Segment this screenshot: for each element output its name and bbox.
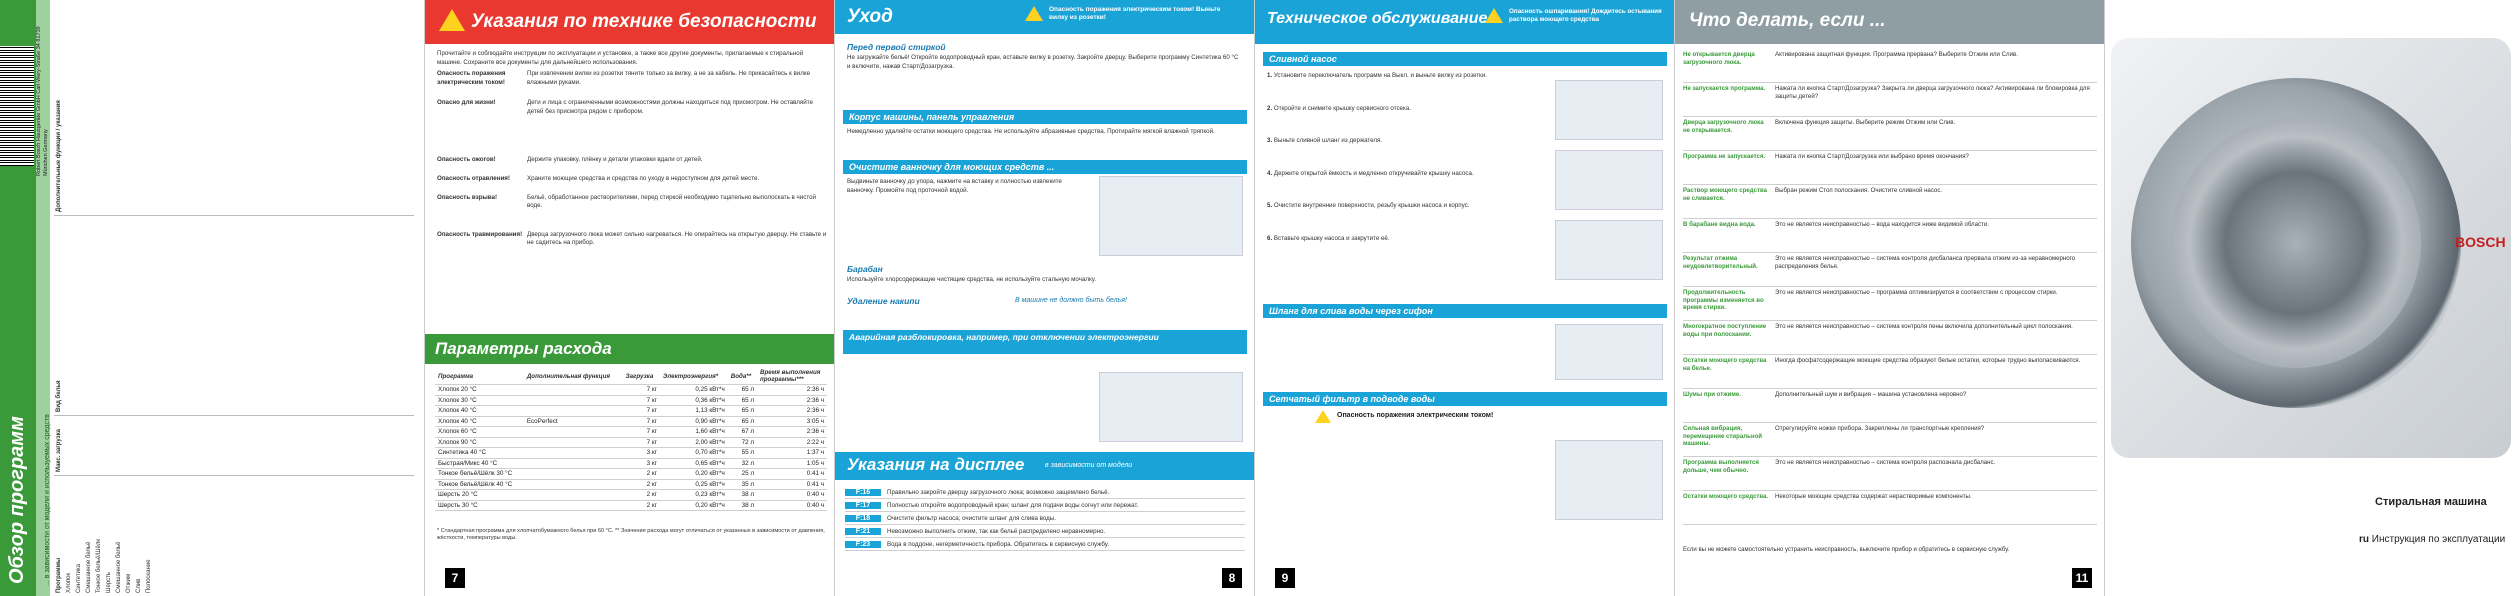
table-row: [435, 458, 827, 469]
table-cell: 7 кг: [623, 395, 660, 406]
table-cell: [524, 458, 623, 469]
display-code-text: Невозможно выполнить отжим, так как бельё распределено неравномерно.: [887, 527, 1106, 535]
table-cell: 3 кг: [623, 458, 660, 469]
table-cell: [524, 437, 623, 448]
warning-label: Опасность отравления!: [437, 174, 510, 182]
table-cell: 65 л: [728, 406, 757, 417]
troubleshooting-row: [1683, 390, 2097, 423]
table-cell: 2:36 ч: [757, 427, 827, 438]
drum-title: Барабан: [847, 264, 883, 274]
table-row: [435, 416, 827, 427]
troubleshooting-row: [1683, 322, 2097, 355]
safety-intro: Прочитайте и соблюдайте инструкции по эксплуатации и установке, а также все другие документы, прилагаемые к стиральной машине. Сохраните все документы для дальнейшего использования.: [437, 50, 804, 66]
table-cell: 0:41 ч: [757, 469, 827, 480]
table-cell: 1:37 ч: [757, 448, 827, 459]
pump-illustration-3: [1555, 220, 1663, 280]
troubleshooting-row: [1683, 50, 2097, 83]
care-panel: [835, 0, 1255, 596]
troubleshooting-header: [1675, 0, 2105, 44]
dispenser-illustration: [1099, 176, 1243, 256]
maintenance-step-text: Установите переключатель программ на Выкл. и выньте вилку из розетки.: [1273, 72, 1487, 79]
page-number: 7: [445, 568, 465, 588]
warning-text: Дверца загрузочного люка может сильно нагреваться. Не опирайтесь на открытую дверцу. Не ставьте и не садитесь на прибор.: [527, 230, 827, 247]
table-cell: Шерсть 20 °C: [435, 490, 524, 501]
warning-triangle-icon: [1315, 410, 1331, 423]
troubleshooting-title: Что делать, если ...: [1689, 10, 1886, 31]
table-cell: Тонкое бельё/Шёлк 40 °C: [435, 479, 524, 490]
manual-title: [2359, 534, 2505, 545]
table-cell: 0,65 кВт*ч: [660, 458, 728, 469]
troubleshooting-row: [1683, 118, 2097, 151]
maintenance-step-text: Очистите внутренние поверхности, резьбу крышки насоса и корпус.: [1273, 202, 1470, 210]
table-cell: Хлопок 20 °C: [435, 385, 524, 396]
problem-text: Продолжительность программы изменяется во время стирки.: [1683, 289, 1764, 312]
warning-item: [437, 194, 827, 211]
table-cell: 7 кг: [623, 416, 660, 427]
housing-title: Корпус машины, панель управления: [843, 110, 1247, 124]
solution-text: Выбран режим Стоп полоскания. Очистите сливной насос.: [1775, 187, 1943, 194]
table-cell: 55 л: [728, 448, 757, 459]
troubleshooting-row: [1683, 288, 2097, 321]
display-title: Указания на дисплее: [847, 455, 1025, 474]
manufacturer-address: Robert Bosch Hausgeräte GmbH Carl-Wery-Straße 34 81739 München Germany: [36, 26, 49, 176]
warning-text: При извлечении вилки из розетки тяните только за вилку, а не за кабель. Не прикасайтесь к вилке влажными руками.: [527, 70, 811, 86]
page-number: 11: [2072, 568, 2092, 588]
problem-text: Программа не запускается.: [1683, 153, 1766, 160]
table-cell: 67 л: [728, 427, 757, 438]
table-header-row: [435, 368, 827, 385]
first-wash-title: Перед первой стиркой: [847, 42, 946, 52]
table-row: [435, 427, 827, 438]
maintenance-title: Техническое обслуживание: [1267, 10, 1488, 27]
col-header: Вид белья: [56, 380, 62, 412]
maintenance-step-text: Выньте сливной шланг из держателя.: [1273, 137, 1383, 145]
table-row: [435, 490, 827, 501]
product-name: Стиральная машина: [2375, 496, 2487, 508]
table-cell: [524, 479, 623, 490]
troubleshooting-row: [1683, 424, 2097, 457]
problem-text: Раствор моющего средства не сливается.: [1683, 187, 1768, 202]
inlet-filter-warning: Опасность поражения электрическим током!: [1337, 412, 1494, 419]
warning-item: [437, 99, 827, 116]
table-cell: [524, 406, 623, 417]
solution-text: Нажата ли кнопка Старт/Дозагрузка или выбрано время окончания?: [1775, 153, 1969, 160]
safety-title: Указания по технике безопасности: [471, 11, 817, 32]
solution-text: Это не является неисправностью – программа оптимизируется в соответствии с процессом стирки.: [1775, 289, 2058, 296]
inlet-filter-illustration: [1555, 440, 1663, 520]
table-cell: 7 кг: [623, 406, 660, 417]
table-row: [435, 406, 827, 417]
emergency-release-illustration: [1099, 372, 1243, 442]
display-subtitle: в зависимости от модели: [1045, 462, 1133, 469]
maintenance-panel: [1255, 0, 1675, 596]
solution-text: Некоторые моющие средства содержат нерастворимые компоненты.: [1775, 493, 1972, 500]
table-cell: [524, 469, 623, 480]
program-name: Полоскание: [146, 559, 152, 593]
table-cell: 25 л: [728, 469, 757, 480]
table-cell: 1:05 ч: [757, 458, 827, 469]
machine-drum: [2171, 118, 2421, 368]
table-row: [435, 500, 827, 511]
drain-pump-steps: [1267, 72, 1527, 268]
table-cell: 2:36 ч: [757, 395, 827, 406]
table-header: Загрузка: [623, 368, 660, 385]
table-cell: 2 кг: [623, 469, 660, 480]
drain-hose-title: Шланг для слива воды через сифон: [1263, 304, 1667, 318]
drain-pump-title: Сливной насос: [1263, 52, 1667, 66]
display-code: F:23: [845, 541, 881, 548]
col-header: Программы: [56, 557, 62, 593]
drum-text: Используйте хлорсодержащие чистящие средства, не используйте стальную мочалку.: [847, 276, 1096, 283]
troubleshooting-row: [1683, 84, 2097, 117]
display-code-row: [845, 486, 1245, 499]
table-cell: 35 л: [728, 479, 757, 490]
maintenance-step: 5. Очистите внутренние поверхности, резьбу крышки насоса и корпус.: [1267, 202, 1470, 210]
maintenance-step: 2. Откройте и снимите крышку сервисного отсека.: [1267, 104, 1411, 112]
table-cell: 7 кг: [623, 385, 660, 396]
program-name: Хлопок: [66, 572, 72, 593]
dispenser-title: Очистите ванночку для моющих средств ...: [843, 160, 1247, 174]
safety-header: [425, 0, 835, 44]
problem-text: Сильная вибрация, перемещение стиральной машины.: [1683, 425, 1763, 448]
warning-text: Храните моющие средства и средства по уходу в недоступном для детей месте.: [527, 174, 760, 182]
solution-text: Нажата ли кнопка Старт/Дозагрузка? Закрыта ли дверца загрузочного люка? Активирована ли блокировка для защиты детей?: [1775, 85, 2090, 100]
descale-title: Удаление накипи: [847, 296, 920, 306]
display-code-row: [845, 512, 1245, 525]
table-row: [435, 469, 827, 480]
table-cell: 2 кг: [623, 500, 660, 511]
maintenance-header-warning: Опасность ошпаривания! Дождитесь остывания раствора моющего средства: [1509, 8, 1662, 23]
warning-label: Опасность травмирования!: [437, 230, 523, 238]
table-cell: Хлопок 40 °C: [435, 416, 524, 427]
maintenance-step: 3. Выньте сливной шланг из держателя.: [1267, 137, 1383, 145]
table-cell: 7 кг: [623, 437, 660, 448]
program-name: Смешанное бельё: [116, 541, 122, 593]
troubleshooting-row: [1683, 186, 2097, 219]
troubleshooting-row: [1683, 492, 2097, 525]
table-cell: [524, 395, 623, 406]
table-cell: 0,25 кВт*ч: [660, 385, 728, 396]
first-wash-text: Не загружайте бельё! Откройте водопроводный кран, вставьте вилку в розетку. Закройте дверцу. Выберите программу Синтетика 60 °C и включите, нажав Старт/Дозагрузка.: [847, 54, 1239, 70]
program-overview-subtitle: ... в зависимости от модели и используемых средств: [44, 414, 51, 586]
table-cell: Синтетика 40 °C: [435, 448, 524, 459]
table-cell: EcoPerfect: [524, 416, 623, 427]
table-cell: Быстрая/Микс 40 °C: [435, 458, 524, 469]
problem-text: Дверца загрузочного люка не открывается.: [1683, 119, 1764, 134]
table-row: [435, 395, 827, 406]
extra-functions-col: [54, 0, 414, 216]
warning-text: Дети и лица с ограниченными возможностями должны находиться под присмотром. Не оставляйте детей без присмотра рядом с прибором.: [527, 99, 813, 115]
consumption-header: Параметры расхода: [425, 334, 835, 364]
warning-item: [437, 175, 827, 184]
display-code-row: [845, 538, 1245, 551]
table-cell: 38 л: [728, 500, 757, 511]
problem-text: Многократное поступление воды при полоскании.: [1683, 323, 1767, 338]
table-cell: 1,13 кВт*ч: [660, 406, 728, 417]
problem-text: Результат отжима неудовлетворительный.: [1683, 255, 1758, 270]
warning-label: Опасность взрыва!: [437, 193, 498, 201]
table-cell: 0:41 ч: [757, 479, 827, 490]
warning-label: Опасность ожогов!: [437, 156, 496, 164]
solution-text: Активирована защитная функция. Программа прервана? Выберите Отжим или Слив.: [1775, 51, 2018, 58]
display-code-row: [845, 525, 1245, 538]
solution-text: Дополнительный шум и вибрация – машина установлена неровно?: [1775, 391, 1967, 398]
table-cell: 0,90 кВт*ч: [660, 416, 728, 427]
display-header: [835, 452, 1255, 480]
descale-sub: В машине не должно быть белья!: [1015, 297, 1127, 304]
table-cell: 7 кг: [623, 427, 660, 438]
program-name: Синтетика: [76, 563, 82, 593]
table-cell: 2,00 кВт*ч: [660, 437, 728, 448]
program-name: Отжим: [126, 573, 132, 593]
safety-panel: [425, 0, 835, 596]
solution-text: Включена функция защиты. Выберите режим Отжим или Слив.: [1775, 119, 1956, 126]
solution-text: Это не является неисправностью – система контроля дисбаланса прервала отжим из-за неравномерного распределения белья.: [1775, 255, 2076, 270]
troubleshooting-footer: Если вы не можете самостоятельно устранить неисправность, выключите прибор и обратитесь в сервисную службу.: [1683, 547, 2010, 553]
troubleshooting-panel: [1675, 0, 2105, 596]
table-cell: 1,60 кВт*ч: [660, 427, 728, 438]
table-cell: 2:36 ч: [757, 385, 827, 396]
table-cell: 0,20 кВт*ч: [660, 500, 728, 511]
care-title: Уход: [847, 6, 893, 27]
table-cell: 72 л: [728, 437, 757, 448]
display-code-text: Правильно закройте дверцу загрузочного люка; возможно защемлено бельё.: [887, 488, 1110, 496]
washing-machine-image: [2111, 38, 2511, 458]
table-cell: [524, 490, 623, 501]
maintenance-step: 6. Вставьте крышку насоса и закрутите её.: [1267, 234, 1390, 242]
table-cell: [524, 500, 623, 511]
table-cell: 2 кг: [623, 490, 660, 501]
display-code-text: Очистите фильтр насоса; очистите шланг для слива воды.: [887, 514, 1056, 522]
page-number: 8: [1222, 568, 1242, 588]
display-code-text: Вода в поддоне, негерметичность прибора. Обратитесь в сервисную службу.: [887, 540, 1109, 548]
solution-text: Это не является неисправностью – вода находится ниже видимой области.: [1775, 221, 1989, 228]
col-header: Дополнительные функции / указания: [56, 100, 62, 212]
table-cell: 2:22 ч: [757, 437, 827, 448]
warning-text: Бельё, обработанное растворителями, перед стиркой необходимо тщательно выполоскать в чистой воде.: [527, 193, 816, 210]
maintenance-step-text: Вставьте крышку насоса и закрутите её.: [1273, 234, 1390, 242]
table-header: Дополнительная функция: [524, 368, 623, 385]
table-cell: 0:40 ч: [757, 500, 827, 511]
table-cell: Хлопок 90 °C: [435, 437, 524, 448]
language-code: ru: [2359, 534, 2369, 545]
dispenser-text: Выдвиньте ванночку до упора, нажмите на вставку и полностью извлеките ванночку. Промойте под проточной водой.: [847, 178, 1062, 194]
troubleshooting-row: [1683, 356, 2097, 389]
table-cell: 0,20 кВт*ч: [660, 469, 728, 480]
safety-warnings: [437, 70, 827, 248]
display-code: F:18: [845, 515, 881, 522]
display-code-row: [845, 499, 1245, 512]
table-cell: Хлопок 40 °C: [435, 406, 524, 417]
table-cell: 65 л: [728, 395, 757, 406]
table-cell: 0,23 кВт*ч: [660, 490, 728, 501]
program-name: Смешанное бельё: [86, 541, 92, 593]
display-code-text: Полностью откройте водопроводный кран; шланг для подачи воды согнут или пережат.: [887, 501, 1139, 509]
care-header-warning: Опасность поражения электрическим током! Выньте вилку из розетки!: [1049, 6, 1221, 21]
maintenance-step: 1. Установите переключатель программ на Выкл. и выньте вилку из розетки.: [1267, 72, 1487, 79]
problem-text: Не запускается программа.: [1683, 85, 1766, 92]
col-header: Макс. загрузка: [56, 429, 62, 472]
table-cell: 0:40 ч: [757, 490, 827, 501]
problem-text: Шумы при отжиме.: [1683, 391, 1741, 398]
problem-text: Остатки моющего средства на белье.: [1683, 357, 1767, 372]
cover-panel: [2105, 0, 2520, 596]
consumption-footnotes: * Стандартная программа для хлопчатобумажного белья при 60 °C. ** Значения расхода могут отличаться от указанных в зависимости от давления, жёсткости, температуры воды.: [437, 528, 825, 542]
warning-label: Опасность поражения электрическим током!: [437, 70, 506, 86]
consumption-table: [435, 368, 827, 511]
program-table: [54, 0, 414, 596]
table-row: [435, 437, 827, 448]
warning-item: [437, 156, 827, 165]
table-cell: 0,25 кВт*ч: [660, 479, 728, 490]
table-cell: 38 л: [728, 490, 757, 501]
solution-text: Это не является неисправностью – система контроля пены включила дополнительный цикл полоскания.: [1775, 323, 2073, 330]
maintenance-step-text: Откройте и снимите крышку сервисного отсека.: [1273, 104, 1411, 112]
display-codes-list: [845, 486, 1245, 551]
manual-title-text: Инструкция по эксплуатации: [2371, 534, 2506, 545]
table-row: [435, 479, 827, 490]
table-cell: 2 кг: [623, 479, 660, 490]
care-header: [835, 0, 1255, 34]
table-cell: 0,36 кВт*ч: [660, 395, 728, 406]
table-cell: Шерсть 30 °C: [435, 500, 524, 511]
program-overview-panel: [0, 0, 425, 596]
inlet-filter-title: Сетчатый фильтр в подводе воды: [1263, 392, 1667, 406]
troubleshooting-row: [1683, 152, 2097, 185]
pump-illustration-2: [1555, 150, 1663, 210]
solution-text: Иногда фосфатсодержащие моющие средства образуют белые остатки, которые трудно выполаскиваются.: [1775, 357, 2081, 364]
table-cell: [524, 427, 623, 438]
table-cell: Хлопок 60 °C: [435, 427, 524, 438]
display-code: F:16: [845, 489, 881, 496]
warning-item: [437, 70, 827, 87]
program-name: Тонкое бельё/Шёлк: [96, 539, 102, 593]
bosch-logo: BOSCH: [2455, 234, 2506, 250]
housing-text: Немедленно удаляйте остатки моющего средства. Не используйте абразивные средства. Протирайте мягкой влажной тряпкой.: [847, 128, 1215, 135]
table-cell: Тонкое бельё/Шёлк 30 °C: [435, 469, 524, 480]
troubleshooting-row: [1683, 254, 2097, 287]
table-row: [435, 385, 827, 396]
table-header: Время выполнения программы***: [757, 368, 827, 385]
program-col: [54, 476, 414, 596]
troubleshooting-row: [1683, 220, 2097, 253]
warning-triangle-icon: [1025, 6, 1043, 21]
load-col: [54, 416, 414, 476]
table-cell: 65 л: [728, 385, 757, 396]
table-cell: [524, 385, 623, 396]
program-name: Шерсть: [106, 571, 112, 593]
page-number: 9: [1275, 568, 1295, 588]
problem-text: Программа выполняется дольше, чем обычно.: [1683, 459, 1759, 474]
table-cell: 2:36 ч: [757, 406, 827, 417]
maintenance-step-text: Держите открытой ёмкость и медленно откручивайте крышку насоса.: [1273, 169, 1474, 177]
maintenance-step: 4. Держите открытой ёмкость и медленно откручивайте крышку насоса.: [1267, 169, 1474, 177]
problem-text: Остатки моющего средства.: [1683, 493, 1769, 500]
emergency-release-title: Аварийная разблокировка, например, при отключении электроэнергии: [843, 330, 1247, 354]
warning-label: Опасно для жизни!: [437, 99, 496, 107]
table-cell: 32 л: [728, 458, 757, 469]
table-cell: 0,70 кВт*ч: [660, 448, 728, 459]
table-header: Электроэнергия*: [660, 368, 728, 385]
table-cell: 3 кг: [623, 448, 660, 459]
table-header: Вода**: [728, 368, 757, 385]
program-overview-rotated: [0, 0, 425, 596]
warning-triangle-icon: [439, 9, 465, 31]
table-cell: [524, 448, 623, 459]
solution-text: Это не является неисправностью – система контроля распознала дисбаланс.: [1775, 459, 1996, 466]
troubleshooting-row: [1683, 458, 2097, 491]
barcode: [0, 46, 34, 166]
warning-text: Держите упаковку, плёнку и детали упаковки вдали от детей.: [527, 156, 703, 164]
laundry-type-col: [54, 216, 414, 416]
maintenance-header: [1255, 0, 1675, 44]
table-row: [435, 448, 827, 459]
table-cell: 65 л: [728, 416, 757, 427]
table-cell: 3:05 ч: [757, 416, 827, 427]
hose-illustration: [1555, 324, 1663, 380]
display-code: F:17: [845, 502, 881, 509]
pump-illustration-1: [1555, 80, 1663, 140]
solution-text: Отрегулируйте ножки прибора. Закреплены ли транспортные крепления?: [1775, 425, 1985, 432]
table-header: Программа: [435, 368, 524, 385]
program-overview-title: Обзор программ: [0, 0, 36, 596]
warning-item: [437, 231, 827, 248]
display-code: F:21: [845, 528, 881, 535]
problem-text: Не открывается дверца загрузочного люка.: [1683, 51, 1755, 66]
problem-text: В барабане видна вода.: [1683, 221, 1756, 228]
program-name: Слив: [136, 578, 142, 593]
warning-triangle-icon: [1485, 8, 1503, 23]
table-cell: Хлопок 30 °C: [435, 395, 524, 406]
